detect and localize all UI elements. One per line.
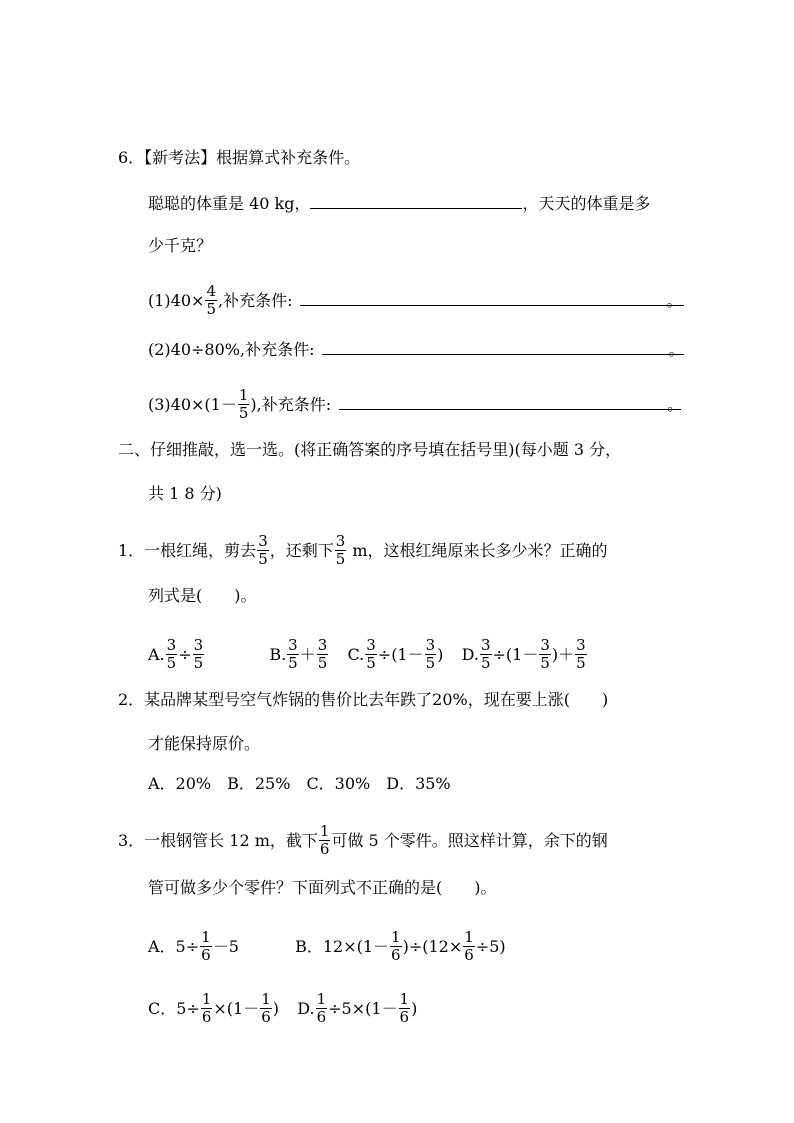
fraction: $\frac{1}{6}$ [201,928,211,964]
fraction: $\frac{3}{5}$ [480,636,491,672]
fraction: $\frac{3}{5}$ [540,636,550,672]
blank-condition[interactable] [310,192,522,209]
question-6-part-1: (1)40× $\frac{4}{5}$ ,补充条件: 。 [148,282,683,318]
option-d[interactable]: D. $\frac{1}{6}$ ÷5×(1－ $\frac{1}{6}$ ) [297,990,418,1026]
fraction: $\frac{1}{6}$ [261,990,271,1026]
section-2-heading-cont: 共 1 8 分) [148,484,222,503]
option-c[interactable]: C. $\frac{3}{5}$ ÷(1－ $\frac{3}{5}$ ) [347,636,444,672]
section-2-heading: 二、仔细推敲，选一选。(将正确答案的序号填在括号里)(每小题 3 分， [118,440,622,459]
fraction: $\frac{3}{5}$ [335,532,346,568]
fraction: $\frac{1}{6}$ [391,928,401,964]
question-6-stem-cont: 少千克？ [148,236,213,255]
fraction: $\frac{1}{6}$ [316,990,327,1026]
fraction: $\frac{3}{5}$ [193,636,204,672]
fraction: $\frac{3}{5}$ [366,636,376,672]
question-6-part-3: (3)40×(1－ $\frac{1}{5}$ ),补充条件: 。 [148,386,684,422]
option-b[interactable]: B. $\frac{3}{5}$ ＋ $\frac{3}{5}$ [269,636,328,672]
option-b[interactable]: B．12×(1－ $\frac{1}{6}$ )÷(12× $\frac{1}{6}$ ÷5) [295,928,506,964]
fraction: $\frac{1}{6}$ [464,928,474,964]
question-3-cont: 管可做多少个零件？下面列式不正确的是( )。 [148,878,497,897]
question-3-options-row-1 [148,930,506,965]
fraction: $\frac{1}{6}$ [319,822,330,858]
question-6-part-2: (2)40÷80%,补充条件: 。 [148,340,685,359]
question-3-options-row-2 [148,992,417,1027]
fraction: $\frac{3}{5}$ [258,532,268,568]
fraction: $\frac{1}{6}$ [399,990,410,1026]
question-1: 1．一根红绳，剪去 $\frac{3}{5}$ ，还剩下 $\frac{3}{5}$ m，这根红绳原来长多少米？正确的 [118,532,608,568]
option-d[interactable]: D. $\frac{3}{5}$ ÷(1－ $\frac{3}{5}$ )＋ $\frac{3}{5}$ [461,636,586,672]
question-6-heading: 6．【新考法】根据算式补充条件。 [118,148,361,167]
fraction: $\frac{3}{5}$ [166,636,177,672]
option-c[interactable]: C．5÷ $\frac{1}{6}$ ×(1－ $\frac{1}{6}$ ) [148,990,280,1026]
question-2-options[interactable]: A．20% B．25% C．30% D．35% [148,774,451,793]
fraction: $\frac{3}{5}$ [425,636,436,672]
option-a[interactable]: A．5÷ $\frac{1}{6}$ －5 [148,928,239,964]
blank-part-1[interactable] [300,289,684,306]
fraction: $\frac{3}{5}$ [288,636,298,672]
fraction: $\frac{3}{5}$ [576,636,586,672]
fraction: $\frac{1}{5}$ [238,386,249,422]
fraction: $\frac{3}{5}$ [317,636,328,672]
fraction: $\frac{4}{5}$ [206,282,216,318]
option-a[interactable]: A. $\frac{3}{5}$ ÷ $\frac{3}{5}$ [148,636,204,672]
question-2: 2．某品牌某型号空气炸锅的售价比去年跌了20%，现在要上涨( ) [118,690,609,709]
question-6-stem: 聪聪的体重是 40 kg， ，天天的体重是多 [148,194,651,213]
question-1-cont: 列式是( )。 [148,586,257,605]
fraction: $\frac{1}{6}$ [201,990,212,1026]
question-3: 3．一根钢管长 12 m，截下 $\frac{1}{6}$ 可做 5 个零件。照这样计算，余下的钢 [118,822,608,858]
blank-part-2[interactable] [322,338,684,355]
blank-part-3[interactable] [339,393,681,410]
question-2-cont: 才能保持原价。 [148,734,261,753]
question-1-options [148,638,588,673]
